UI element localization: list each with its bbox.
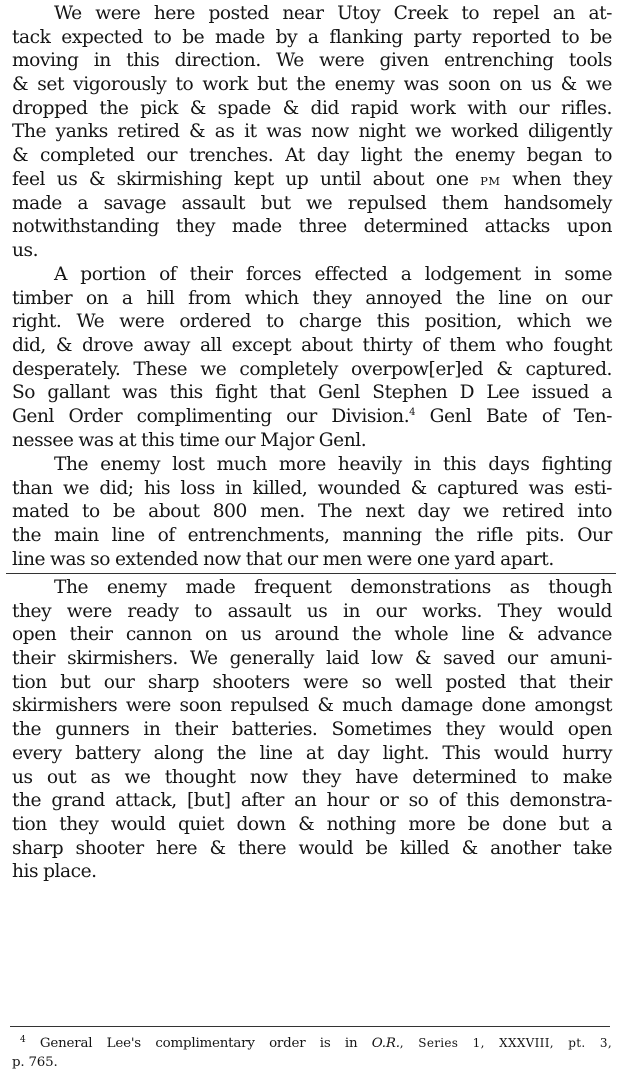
- text-line: The enemy made frequent demonstrations as though: [54, 577, 612, 598]
- text-line: timber on a hill from which they annoyed the line on our: [12, 287, 612, 309]
- text-line: [12, 405, 612, 429]
- text-line: moving in this direction. We were given entrenching tools: [12, 50, 612, 72]
- text-line: mated to be about 800 men. The next day we retired into: [12, 501, 612, 523]
- text-line: A portion of their forces effected a lodgement in some: [54, 264, 612, 285]
- footnote-line: p. 765.: [12, 1055, 58, 1070]
- text-line: The enemy lost much more heavily in this days fighting: [54, 454, 612, 475]
- paragraph-1: [12, 2, 612, 263]
- footnote-text: , Series 1, XXXVIII, pt. 3,: [399, 1036, 612, 1050]
- text-line: than we did; his loss in killed, wounded & captured was esti-: [12, 477, 612, 499]
- small-caps-pm: PM: [480, 173, 501, 188]
- footnote-text: General Lee's complimentary order is in: [39, 1036, 358, 1051]
- footnote-divider: [10, 1026, 610, 1027]
- text-line: skirmishers were soon repulsed & much damage done amongst: [12, 695, 612, 717]
- text-line: right. We were ordered to charge this position, which we: [12, 311, 612, 333]
- text-line: notwithstanding they made three determined attacks upon: [12, 216, 612, 238]
- text-line: & completed our trenches. At day light the enemy began to: [12, 145, 612, 167]
- text-line: us out as we thought now they have determined to make: [12, 766, 612, 788]
- paragraph-4: [12, 576, 612, 884]
- text-line: did, & drove away all except about thirty of them who fought: [12, 335, 612, 357]
- text-line: made a savage assault but we repulsed them handsomely: [12, 192, 612, 214]
- text-segment: feel us & skirmishing kept up until about one: [12, 168, 469, 190]
- text-segment: when they: [512, 168, 612, 190]
- text-segment: Genl Bate of Ten-: [429, 406, 612, 428]
- text-line: dropped the pick & spade & did rapid work with our rifles.: [12, 97, 612, 119]
- text-line: sharp shooter here & there would be killed & another take: [12, 837, 612, 859]
- text-line: tack expected to be made by a flanking party reported to be: [12, 26, 612, 48]
- footnote: [12, 1034, 612, 1072]
- footnote-source: O.R.: [371, 1036, 400, 1051]
- text-line: nessee was at this time our Major Genl.: [12, 429, 367, 451]
- text-line: the gunners in their batteries. Sometimes they would open: [12, 719, 612, 741]
- text-line: his place.: [12, 861, 97, 883]
- text-line: & set vigorously to work but the enemy was soon on us & we: [12, 74, 612, 96]
- text-line: the grand attack, [but] after an hour or so of this demonstra-: [12, 790, 612, 812]
- paragraph-2: [12, 263, 612, 453]
- text-line: open their cannon on us around the whole line & advance: [12, 624, 612, 646]
- text-line: us.: [12, 239, 39, 261]
- text-line: So gallant was this fight that Genl Stephen D Lee issued a: [12, 382, 612, 404]
- text-line: tion they would quiet down & nothing more be done but a: [12, 813, 612, 835]
- footnote-number: 4: [20, 1035, 26, 1045]
- footnote-reference: 4: [409, 407, 416, 419]
- section-divider: [6, 573, 616, 574]
- footnote-line: [12, 1034, 612, 1053]
- text-line: We were here posted near Utoy Creek to repel an at-: [54, 3, 612, 24]
- text-line: tion but our sharp shooters were so well posted that their: [12, 671, 612, 693]
- text-line: they were ready to assault us in our works. They would: [12, 600, 612, 622]
- text-line: their skirmishers. We generally laid low & saved our amuni-: [12, 648, 612, 670]
- text-line: line was so extended now that our men were one yard apart.: [12, 548, 554, 570]
- paragraph-3: [12, 453, 612, 571]
- text-line: desperately. These we completely overpow[er]ed & captured.: [12, 358, 612, 380]
- text-line: The yanks retired & as it was now night we worked diligently: [12, 121, 612, 143]
- text-line: [12, 168, 612, 192]
- text-line: the main line of entrenchments, manning the rifle pits. Our: [12, 525, 612, 547]
- text-line: every battery along the line at day light. This would hurry: [12, 742, 612, 764]
- text-segment: Genl Order complimenting our Division.: [12, 406, 410, 428]
